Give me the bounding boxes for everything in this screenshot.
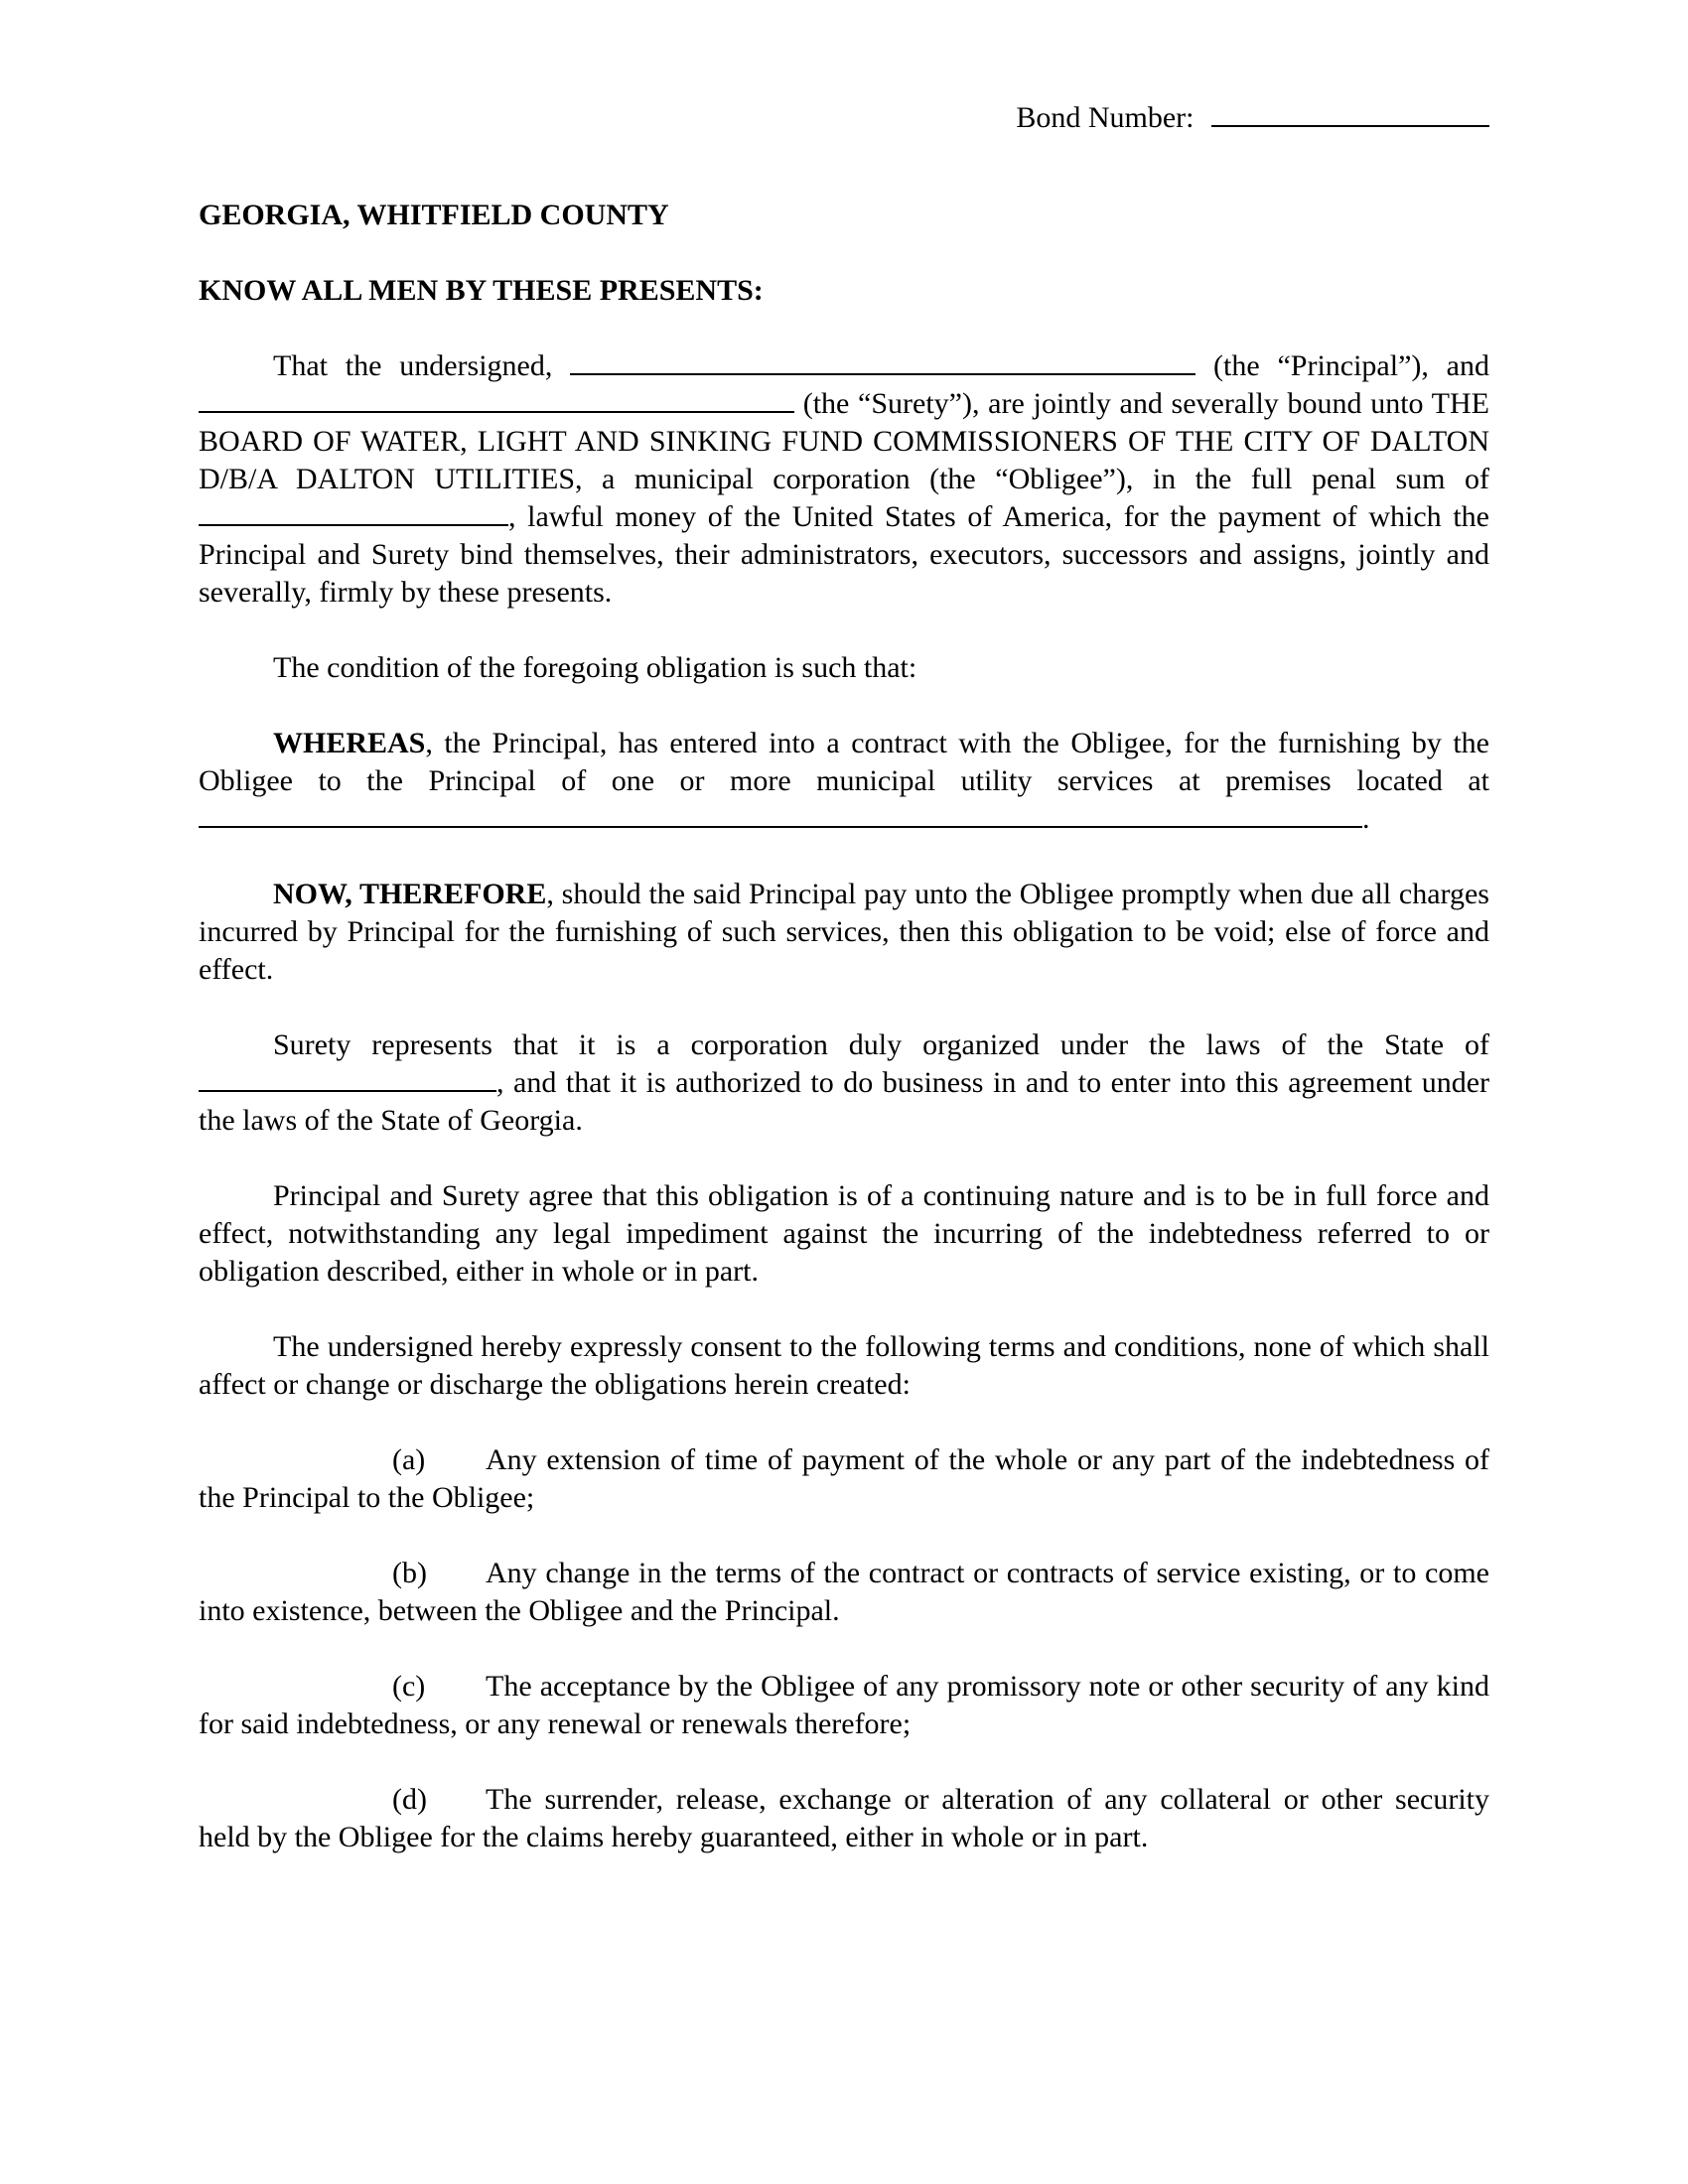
paragraph-whereas <box>199 725 1489 838</box>
condition-item-text: The surrender, release, exchange or alteration of any collateral or other security held by the Obligee for the claims hereby guaranteed, either in whole or in part. <box>199 1783 1489 1853</box>
county-heading: GEORGIA, WHITFIELD COUNTY <box>199 199 669 231</box>
presents-heading: KNOW ALL MEN BY THESE PRESENTS: <box>199 274 764 307</box>
document-body <box>199 99 1489 1856</box>
now-therefore-text: , should the said Principal pay unto the Obligee promptly when due all charges incurred by Principal for the furnishing of such services, then this obligation to be void; else of force and effect. <box>199 878 1489 986</box>
paragraph-surety-represents <box>199 1026 1489 1140</box>
paragraph-now-therefore <box>199 876 1489 989</box>
condition-item <box>199 1781 1489 1856</box>
paragraph-rest-text: , lawful money of the United States of America, for the payment of which the Principal and Surety bind themselves, their administrators, executors, successors and assigns, jointly and severally, firmly by these presents. <box>199 500 1489 609</box>
surety-represents-start: Surety represents that it is a corporation duly organized under the laws of the State of <box>273 1028 1489 1061</box>
condition-item-marker: (c) <box>392 1670 426 1703</box>
paragraph-start-text: That the undersigned, <box>273 349 553 382</box>
paragraph-bond-parties <box>199 347 1489 612</box>
bond-number-label: Bond Number: <box>1016 101 1195 134</box>
premises-location-blank[interactable] <box>199 802 1362 828</box>
surety-represents-rest: , and that it is authorized to do business in and to enter into this agreement under the laws of the State of Georgia. <box>199 1066 1489 1137</box>
state-of-incorporation-blank[interactable] <box>199 1066 496 1092</box>
paragraph-condition: The condition of the foregoing obligation is such that: <box>273 651 917 684</box>
condition-item-text: Any change in the terms of the contract or contracts of service existing, or to come into existence, between the Obligee and the Principal. <box>199 1557 1489 1627</box>
condition-item <box>199 1668 1489 1743</box>
paragraph-continuing-nature: Principal and Surety agree that this obligation is of a continuing nature and is to be in full force and effect, notwithstanding any legal impediment against the incurring of the indebtedness referred to or obligation described, either in whole or in part. <box>199 1179 1489 1288</box>
whereas-end: . <box>1362 802 1370 835</box>
condition-item-text: The acceptance by the Obligee of any promissory note or other security of any kind for said indebtedness, or any renewal or renewals therefore; <box>199 1670 1489 1740</box>
paragraph-consent: The undersigned hereby expressly consent to the following terms and conditions, none of which shall affect or change or discharge the obligations herein created: <box>199 1330 1489 1401</box>
principal-label: (the “Principal”), and <box>1213 349 1490 382</box>
condition-item-marker: (a) <box>392 1443 426 1476</box>
condition-item <box>199 1441 1489 1517</box>
condition-item-marker: (d) <box>392 1783 427 1816</box>
penal-sum-blank[interactable] <box>199 500 508 526</box>
surety-label: (the “Surety”), are jointly and severally bound unto THE BOARD OF WATER, LIGHT AND SINKING FUND COMMISSIONERS OF THE CITY OF DALTON D/B/A DALTON UTILITIES, a municipal corporation (the “Obligee”), in the full penal sum of <box>199 387 1489 495</box>
surety-name-blank[interactable] <box>199 387 794 413</box>
condition-item-text: Any extension of time of payment of the whole or any part of the indebtedness of the Principal to the Obligee; <box>199 1443 1489 1514</box>
now-therefore-bold: NOW, THEREFORE <box>273 878 547 910</box>
whereas-text: , the Principal, has entered into a contract with the Obligee, for the furnishing by the Obligee to the Principal of one or more municipal utility services at premises located at <box>199 727 1489 797</box>
condition-item <box>199 1555 1489 1630</box>
condition-item-marker: (b) <box>392 1557 427 1589</box>
whereas-bold: WHEREAS <box>273 727 426 759</box>
principal-name-blank[interactable] <box>570 349 1196 375</box>
